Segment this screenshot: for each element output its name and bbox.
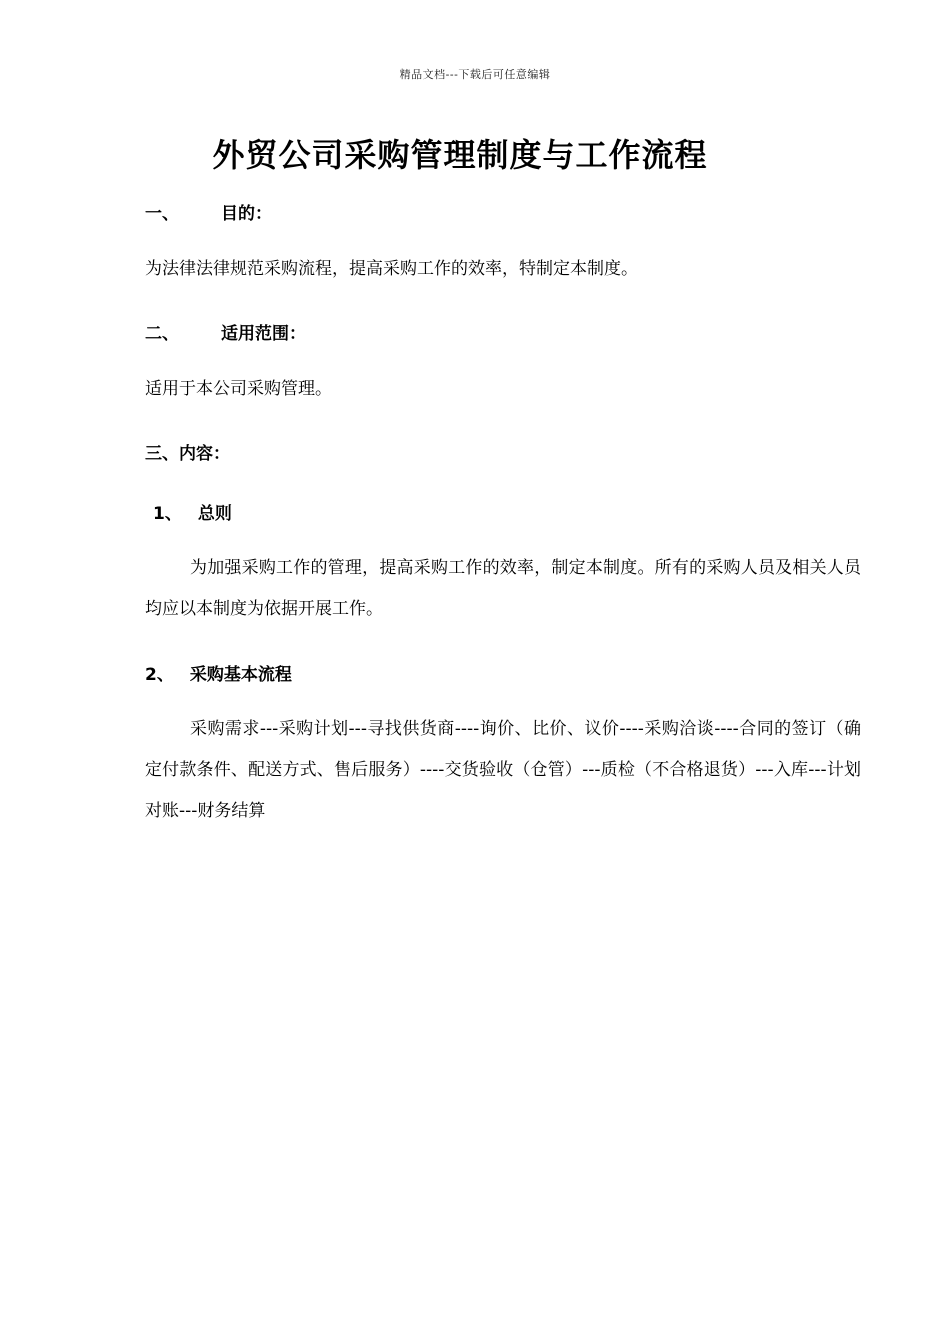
section-heading-content: 三、内容： [145,444,230,464]
section-number: 二、 [145,324,179,344]
subsection-body-procurement-flow: 采购需求---采购计划---寻找供货商----询价、比价、议价----采购洽谈----合同的签订（确定付款条件、配送方式、售后服务）----交货验收（仓管）---质检（不合格退货）---入库---计划对账---财务结算 [145,719,861,821]
subsection-number: 2、 [145,665,174,685]
subsection-label: 总则 [197,504,232,524]
subsection-heading-general [153,499,232,524]
subsection-body-general: 为加强采购工作的管理，提高采购工作的效率，制定本制度。所有的采购人员及相关人员均应以本制度为依据开展工作。 [145,558,861,619]
section-number: 一、 [145,204,179,224]
document-title: 外贸公司采购管理制度与工作流程 [212,136,708,174]
section-heading-purpose [145,199,272,224]
subsection-heading-procurement-flow [145,660,292,685]
section-body-purpose: 为法律法律规范采购流程，提高采购工作的效率，特制定本制度。 [145,259,638,279]
header-note: 精品文档---下载后可任意编辑 [399,68,551,81]
section-heading-scope [145,319,306,344]
section-label: 适用范围： [221,324,306,344]
section-body-scope: 适用于本公司采购管理。 [145,379,332,399]
subsection-label: 采购基本流程 [189,665,292,685]
section-label: 目的： [221,204,272,224]
subsection-number: 1、 [153,504,182,524]
